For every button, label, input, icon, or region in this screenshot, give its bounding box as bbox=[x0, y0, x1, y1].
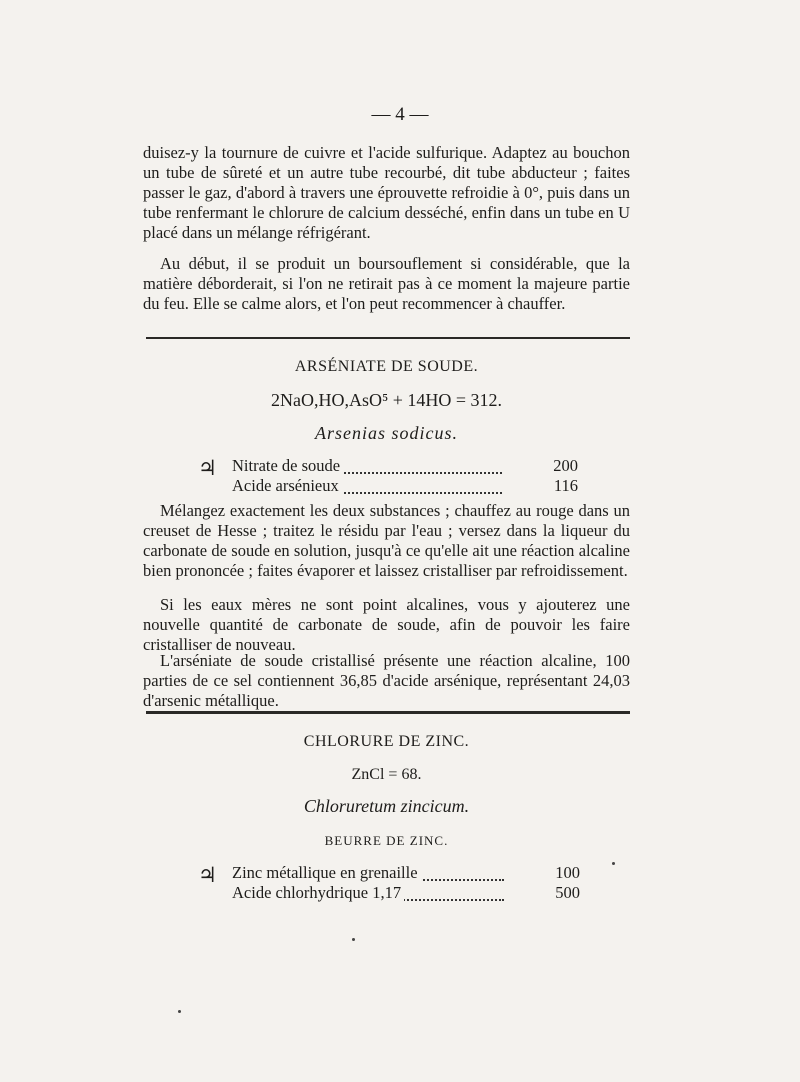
latin-name-chlorure: Chloruretum zincicum. bbox=[303, 796, 470, 816]
ingredient-row bbox=[232, 863, 504, 883]
ingredient-row bbox=[232, 883, 504, 903]
section-title-chlorure: CHLORURE DE ZINC. bbox=[303, 733, 470, 750]
chemical-formula-chlorure: ZnCl = 68. bbox=[351, 766, 422, 783]
latin-name-arseniate: Arsenias sodicus. bbox=[315, 423, 458, 443]
page-number: — 4 — bbox=[371, 104, 429, 125]
recipe-symbol: ♃ bbox=[198, 456, 217, 480]
ingredient-name: Acide arsénieux bbox=[232, 476, 342, 495]
ingredient-name: Nitrate de soude bbox=[232, 456, 343, 475]
chemical-formula-arseniate: 2NaO,HO,AsO⁵ + 14HO = 312. bbox=[270, 390, 503, 410]
subtitle-beurre-de-zinc: BEURRE DE ZINC. bbox=[324, 833, 449, 848]
intro-paragraph-2: Au début, il se produit un boursouflement si considérable, que la matière déborderait, si l'on ne retirait pas à ce moment la majeure partie du feu. Elle se calme alors, et l'on peut recommencer à chauffer. bbox=[143, 254, 630, 313]
ingredient-name: Acide chlorhydrique 1,17 bbox=[232, 883, 404, 902]
arseniate-paragraph-3: L'arséniate de soude cristallisé présente une réaction alcaline, 100 parties de ce sel contiennent 36,85 d'acide arsénique, représentant 24,03 d'arsenic métallique. bbox=[143, 651, 630, 710]
ingredient-quantity: 200 bbox=[553, 456, 578, 475]
section-divider-2 bbox=[146, 711, 630, 714]
ingredient-row bbox=[232, 476, 502, 496]
ingredient-quantity: 100 bbox=[555, 863, 580, 882]
section-title-arseniate: ARSÉNIATE DE SOUDE. bbox=[294, 358, 479, 375]
arseniate-paragraph-1: Mélangez exactement les deux substances ; chauffez au rouge dans un creuset de Hesse ; traitez le résidu par l'eau ; versez dans la liqueur du carbonate de soude en solution, jusqu'à ce qu'elle ait une réaction alcaline bien prononcée ; faites évaporer et laissez cristalliser par refroidissement. bbox=[143, 501, 630, 580]
ingredient-quantity: 500 bbox=[555, 883, 580, 902]
ingredient-row bbox=[232, 456, 502, 476]
recipe-symbol: ♃ bbox=[198, 863, 217, 887]
ingredient-name: Zinc métallique en grenaille bbox=[232, 863, 421, 882]
arseniate-paragraph-2: Si les eaux mères ne sont point alcalines, vous y ajouterez une nouvelle quantité de carbonate de soude, afin de pouvoir les faire cristalliser de nouveau. bbox=[143, 595, 630, 654]
section-divider-1 bbox=[146, 337, 630, 339]
intro-paragraph-1: duisez-y la tournure de cuivre et l'acide sulfurique. Adaptez au bouchon un tube de sûreté et un autre tube recourbé, dit tube abducteur ; faites passer le gaz, d'abord à travers une éprouvette refroidie à 0°, puis dans un tube renfermant le chlorure de calcium desséché, enfin dans un tube en U placé dans un mélange réfrigérant. bbox=[143, 143, 630, 242]
recipe-arseniate bbox=[0, 456, 800, 500]
ingredient-quantity: 116 bbox=[553, 476, 578, 495]
recipe-chlorure bbox=[0, 863, 800, 907]
